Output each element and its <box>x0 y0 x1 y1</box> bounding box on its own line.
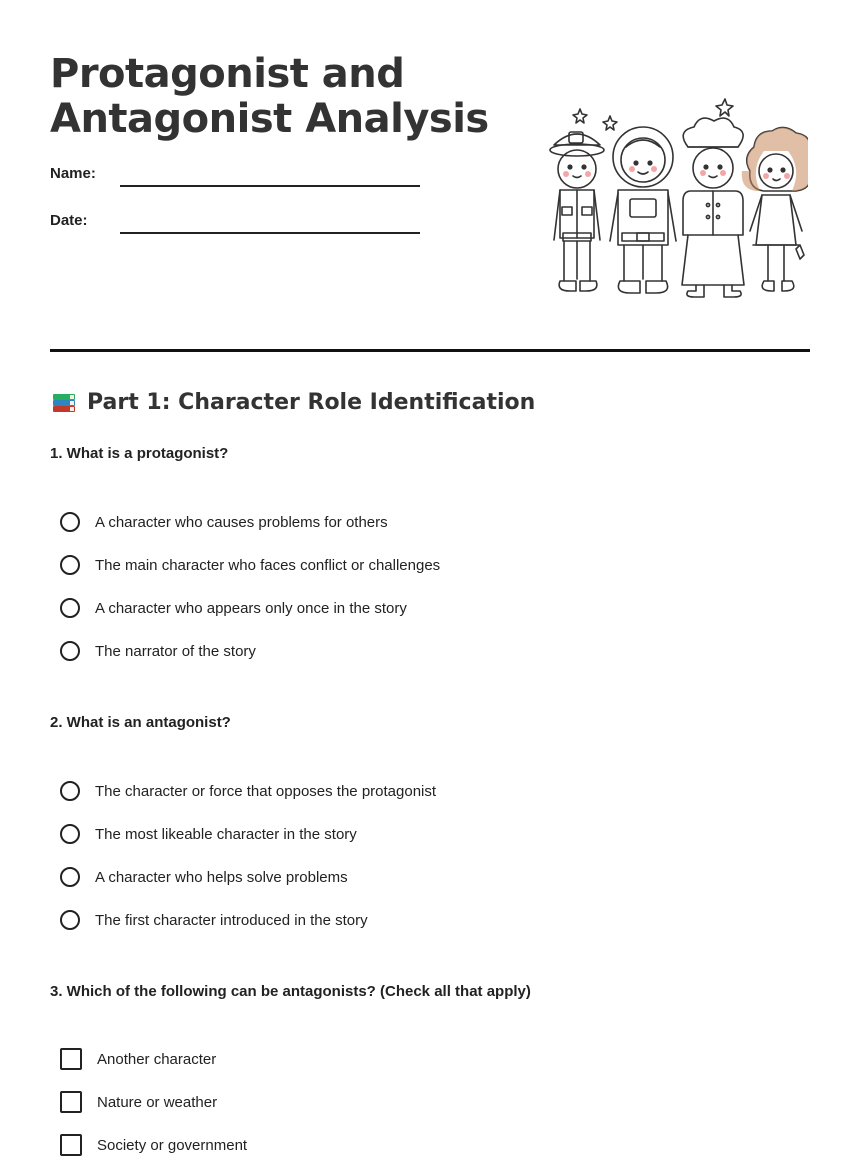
q2-option-a-radio[interactable] <box>60 781 80 801</box>
date-field <box>50 212 420 236</box>
name-input-line[interactable] <box>120 185 420 187</box>
q3-option-b-label: Nature or weather <box>97 1093 218 1111</box>
q2-option-a-label: The character or force that opposes the protagonist <box>95 782 437 800</box>
q2-option-b[interactable] <box>60 821 357 847</box>
q1-option-a-label: A character who causes problems for others <box>95 513 388 531</box>
q3-option-c-label: Society or government <box>97 1136 248 1154</box>
q3-option-a-label: Another character <box>97 1050 217 1068</box>
question-2: 2. What is an antagonist? <box>50 714 231 731</box>
header-divider <box>50 349 810 352</box>
children-in-costumes-illustration <box>538 95 808 313</box>
q2-option-c-radio[interactable] <box>60 867 80 887</box>
q2-option-b-label: The most likeable character in the story <box>95 825 357 843</box>
q2-option-d[interactable] <box>60 907 368 933</box>
q1-option-d[interactable] <box>60 638 256 664</box>
date-input-line[interactable] <box>120 232 420 234</box>
q3-option-b[interactable] <box>60 1089 217 1115</box>
q1-option-b[interactable] <box>60 552 440 578</box>
q2-option-d-radio[interactable] <box>60 910 80 930</box>
question-1: 1. What is a protagonist? <box>50 445 229 462</box>
q1-option-d-radio[interactable] <box>60 641 80 661</box>
q1-option-c-radio[interactable] <box>60 598 80 618</box>
books-icon <box>50 388 78 416</box>
q3-option-c[interactable] <box>60 1132 247 1158</box>
q3-option-c-checkbox[interactable] <box>60 1134 82 1156</box>
q3-option-a-checkbox[interactable] <box>60 1048 82 1070</box>
q2-option-a[interactable] <box>60 778 436 804</box>
name-field <box>50 165 420 189</box>
question-3: 3. Which of the following can be antagonists? (Check all that apply) <box>50 983 531 1000</box>
q1-option-a-radio[interactable] <box>60 512 80 532</box>
title-line-2: Antagonist Analysis <box>50 96 489 142</box>
name-label: Name: <box>50 165 96 182</box>
q1-option-d-label: The narrator of the story <box>95 642 256 660</box>
q2-option-c[interactable] <box>60 864 348 890</box>
q2-option-b-radio[interactable] <box>60 824 80 844</box>
q1-option-c[interactable] <box>60 595 407 621</box>
q1-option-c-label: A character who appears only once in the story <box>95 599 407 617</box>
part1-heading <box>50 388 535 416</box>
q3-option-a[interactable] <box>60 1046 216 1072</box>
q3-option-b-checkbox[interactable] <box>60 1091 82 1113</box>
q2-option-d-label: The first character introduced in the story <box>95 911 368 929</box>
part1-title: Part 1: Character Role Identification <box>87 389 536 415</box>
q1-option-b-radio[interactable] <box>60 555 80 575</box>
date-label: Date: <box>50 212 88 229</box>
q1-option-a[interactable] <box>60 509 388 535</box>
q1-option-b-label: The main character who faces conflict or challenges <box>95 556 441 574</box>
worksheet-title <box>50 52 510 142</box>
q2-option-c-label: A character who helps solve problems <box>95 868 348 886</box>
title-line-1: Protagonist and <box>50 51 405 97</box>
